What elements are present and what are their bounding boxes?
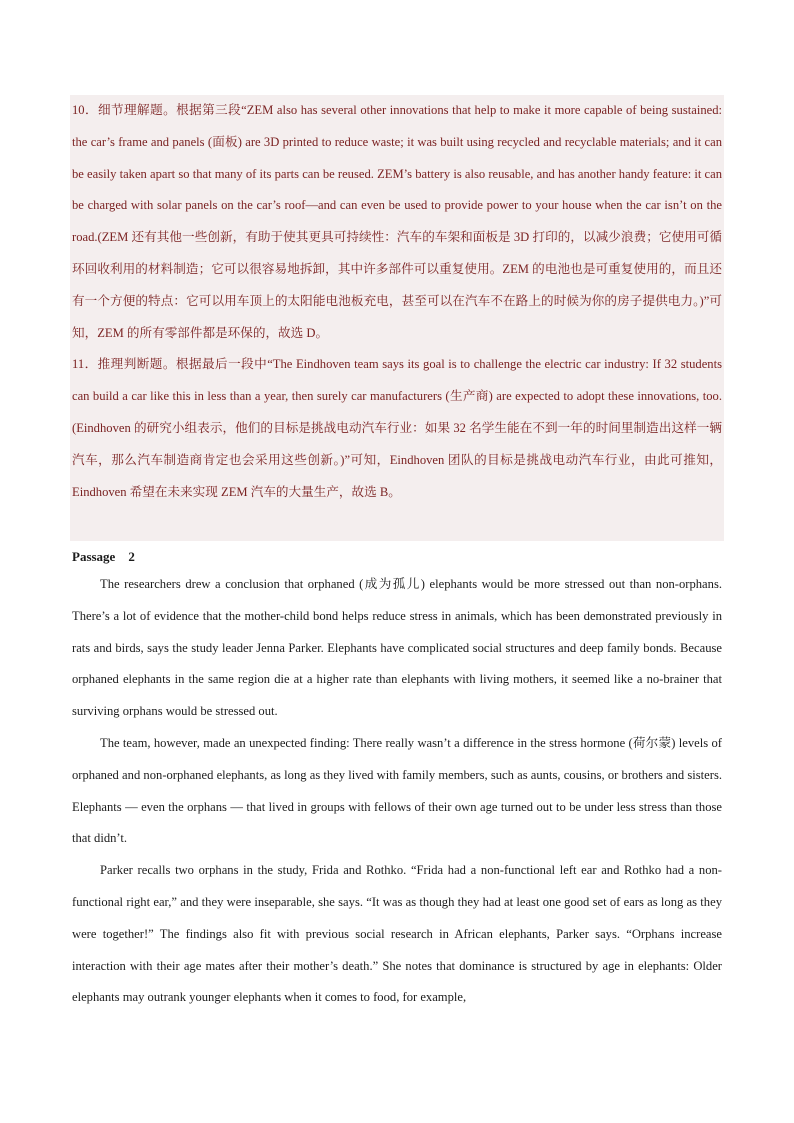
passage-title: Passage 2 [72, 549, 135, 564]
passage-paragraph-2: The team, however, made an unexpected finding: There really wasn’t a difference in the stress hormone (荷尔蒙) levels of orphaned and non-orphaned elephants, as long as they lived with family members, such as aunts, cousins, or brothers and sisters. Elephants — even the orphans — that lived in groups with fellows of their own age turned out to be under less stress than those that didn’t. [72, 735, 722, 846]
answer-explanations [70, 95, 724, 541]
answer-10: 10．细节理解题。根据第三段“ZEM also has several other innovations that help to make it more capable of being sustained: the car’s frame and panels (面板) are 3D printed to reduce waste; it was built using recycled and recyclable materials; and it can be easily taken apart so that many of its parts can be reused. ZEM’s battery is also reusable, and has another handy feature: it can be charged with solar panels on the car’s roof—and can even be used to provide power to your house when the car isn’t on the road.(ZEM 还有其他一些创新，有助于使其更具可持续性：汽车的车架和面板是 3D 打印的，以减少浪费；它使用可循环回收利用的材料制造；它可以很容易地拆卸，其中许多部件可以重复使用。ZEM 的电池也是可重复使用的，而且还有一个方便的特点：它可以用车顶上的太阳能电池板充电，甚至可以在汽车不在路上的时候为你的房子提供电力。)”可知，ZEM 的所有零部件都是环保的，故选 D。 [72, 103, 722, 340]
passage-2 [72, 545, 722, 1014]
passage-paragraph-1: The researchers drew a conclusion that orphaned (成为孤儿) elephants would be more stressed out than non-orphans. There’s a lot of evidence that the mother-child bond helps reduce stress in animals, which has been demonstrated previously in rats and birds, says the study leader Jenna Parker. Elephants have complicated social structures and deep family bonds. Because orphaned elephants in the same region die at a higher rate than elephants with living mothers, it seemed like a no-brainer that surviving orphans would be stressed out. [72, 577, 722, 719]
passage-paragraph-3: Parker recalls two orphans in the study, Frida and Rothko. “Frida had a non-functional left ear and Rothko had a non-functional right ear,” and they were inseparable, she says. “It was as though they had at least one good set of ears as long as they were together!” The findings also fit with previous social research in African elephants, Parker says. “Orphans increase interaction with their age mates after their mother’s death.” She notes that dominance is structured by age in elephants: Older elephants may outrank younger elephants when it comes to food, for example, [72, 863, 722, 1005]
answer-11: 11．推理判断题。根据最后一段中“The Eindhoven team says its goal is to challenge the electric car industry: If 32 students can build a car like this in less than a year, then surely car manufacturers (生产商) are expected to adopt these innovations, too.(Eindhoven 的研究小组表示，他们的目标是挑战电动汽车行业：如果 32 名学生能在不到一年的时间里制造出这样一辆汽车，那么汽车制造商肯定也会采用这些创新。)”可知，Eindhoven 团队的目标是挑战电动汽车行业，由此可推知，Eindhoven 希望在未来实现 ZEM 汽车的大量生产，故选 B。 [72, 357, 722, 499]
